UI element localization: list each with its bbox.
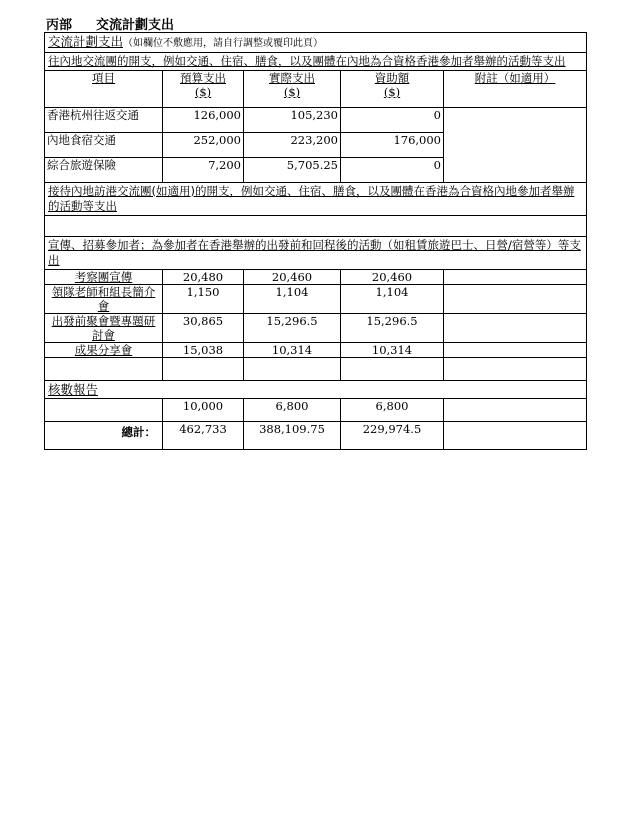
empty-cell bbox=[163, 358, 244, 381]
empty-row bbox=[45, 358, 587, 381]
empty-cell bbox=[45, 358, 163, 381]
total-grant: 229,974.5 bbox=[341, 422, 444, 450]
row-actual: 223,200 bbox=[244, 133, 341, 158]
total-budget: 462,733 bbox=[163, 422, 244, 450]
row-item: 出發前聚會暨專題研討會 bbox=[51, 314, 156, 342]
row-actual: 105,230 bbox=[244, 108, 341, 133]
part-label: 丙部 bbox=[46, 18, 73, 33]
row-item: 領隊老師和組長簡介會 bbox=[51, 285, 156, 313]
row-actual: 15,296.5 bbox=[244, 314, 341, 343]
row-remarks bbox=[444, 285, 587, 314]
row-remarks bbox=[444, 270, 587, 285]
promo-note-row bbox=[45, 237, 587, 270]
table-row bbox=[45, 270, 587, 285]
blank-cell bbox=[45, 216, 587, 237]
audit-grant: 6,800 bbox=[341, 399, 444, 422]
col-item: 項目 bbox=[92, 71, 115, 85]
row-item: 香港杭州往返交通 bbox=[45, 108, 163, 133]
audit-remarks bbox=[444, 399, 587, 422]
audit-item-cell bbox=[45, 399, 163, 422]
empty-cell bbox=[341, 358, 444, 381]
row-actual: 20,460 bbox=[244, 270, 341, 285]
audit-row bbox=[45, 399, 587, 422]
row-budget: 1,150 bbox=[163, 285, 244, 314]
column-header-row bbox=[45, 71, 587, 108]
hk-note-row bbox=[45, 183, 587, 216]
col-actual-unit: ($) bbox=[283, 85, 301, 99]
row-remarks bbox=[444, 108, 587, 183]
audit-title-row bbox=[45, 381, 587, 399]
col-budget-unit: ($) bbox=[194, 85, 212, 99]
col-grant-unit: ($) bbox=[383, 85, 401, 99]
total-row bbox=[45, 422, 587, 450]
table-row bbox=[45, 343, 587, 358]
row-grant: 20,460 bbox=[341, 270, 444, 285]
audit-label: 核數報告 bbox=[48, 382, 99, 397]
row-budget: 126,000 bbox=[163, 108, 244, 133]
row-budget: 20,480 bbox=[163, 270, 244, 285]
empty-cell bbox=[244, 358, 341, 381]
audit-budget: 10,000 bbox=[163, 399, 244, 422]
mainland-note: 往內地交流團的開支，例如交通、住宿、膳食，以及團體在內地為合資格香港參加者舉辦的活動等支出 bbox=[48, 54, 566, 68]
row-item: 內地食宿交通 bbox=[45, 133, 163, 158]
row-item: 成果分享會 bbox=[74, 343, 133, 357]
mainland-note-row bbox=[45, 53, 587, 71]
table-row bbox=[45, 285, 587, 314]
row-item: 綜合旅遊保險 bbox=[45, 158, 163, 183]
section-title-row bbox=[45, 33, 587, 53]
promo-note: 宣傳、招募參加者；為參加者在香港舉辦的出發前和回程後的活動（如租賃旅遊巴士、日營/宿營等）等支出 bbox=[48, 238, 581, 267]
row-actual: 10,314 bbox=[244, 343, 341, 358]
row-grant: 176,000 bbox=[341, 133, 444, 158]
total-actual: 388,109.75 bbox=[244, 422, 341, 450]
row-item: 考察團宣傳 bbox=[74, 270, 133, 284]
expense-table bbox=[44, 32, 587, 450]
document-header bbox=[46, 14, 174, 33]
col-remarks: 附註（如適用） bbox=[474, 71, 556, 85]
row-budget: 252,000 bbox=[163, 133, 244, 158]
row-grant: 10,314 bbox=[341, 343, 444, 358]
col-actual: 實際支出 bbox=[269, 71, 315, 85]
total-label: 總計： bbox=[45, 422, 163, 450]
total-remarks bbox=[444, 422, 587, 450]
table-row bbox=[45, 314, 587, 343]
row-budget: 30,865 bbox=[163, 314, 244, 343]
audit-actual: 6,800 bbox=[244, 399, 341, 422]
col-grant: 資助額 bbox=[374, 71, 410, 85]
row-budget: 15,038 bbox=[163, 343, 244, 358]
hk-note: 接待內地訪港交流團(如適用)的開支，例如交通、住宿、膳食，以及團體在香港為合資格內地參加者舉辦的活動等支出 bbox=[48, 184, 575, 213]
row-remarks bbox=[444, 343, 587, 358]
part-title: 交流計劃支出 bbox=[96, 18, 175, 33]
row-grant: 1,104 bbox=[341, 285, 444, 314]
col-budget: 預算支出 bbox=[180, 71, 226, 85]
row-actual: 5,705.25 bbox=[244, 158, 341, 183]
row-remarks bbox=[444, 314, 587, 343]
row-grant: 0 bbox=[341, 158, 444, 183]
section-note: （如欄位不敷應用，請自行調整或覆印此頁） bbox=[123, 38, 324, 49]
blank-row bbox=[45, 216, 587, 237]
row-grant: 0 bbox=[341, 108, 444, 133]
table-row bbox=[45, 108, 587, 133]
row-actual: 1,104 bbox=[244, 285, 341, 314]
row-grant: 15,296.5 bbox=[341, 314, 444, 343]
section-title: 交流計劃支出 bbox=[48, 34, 124, 49]
empty-cell bbox=[444, 358, 587, 381]
row-budget: 7,200 bbox=[163, 158, 244, 183]
